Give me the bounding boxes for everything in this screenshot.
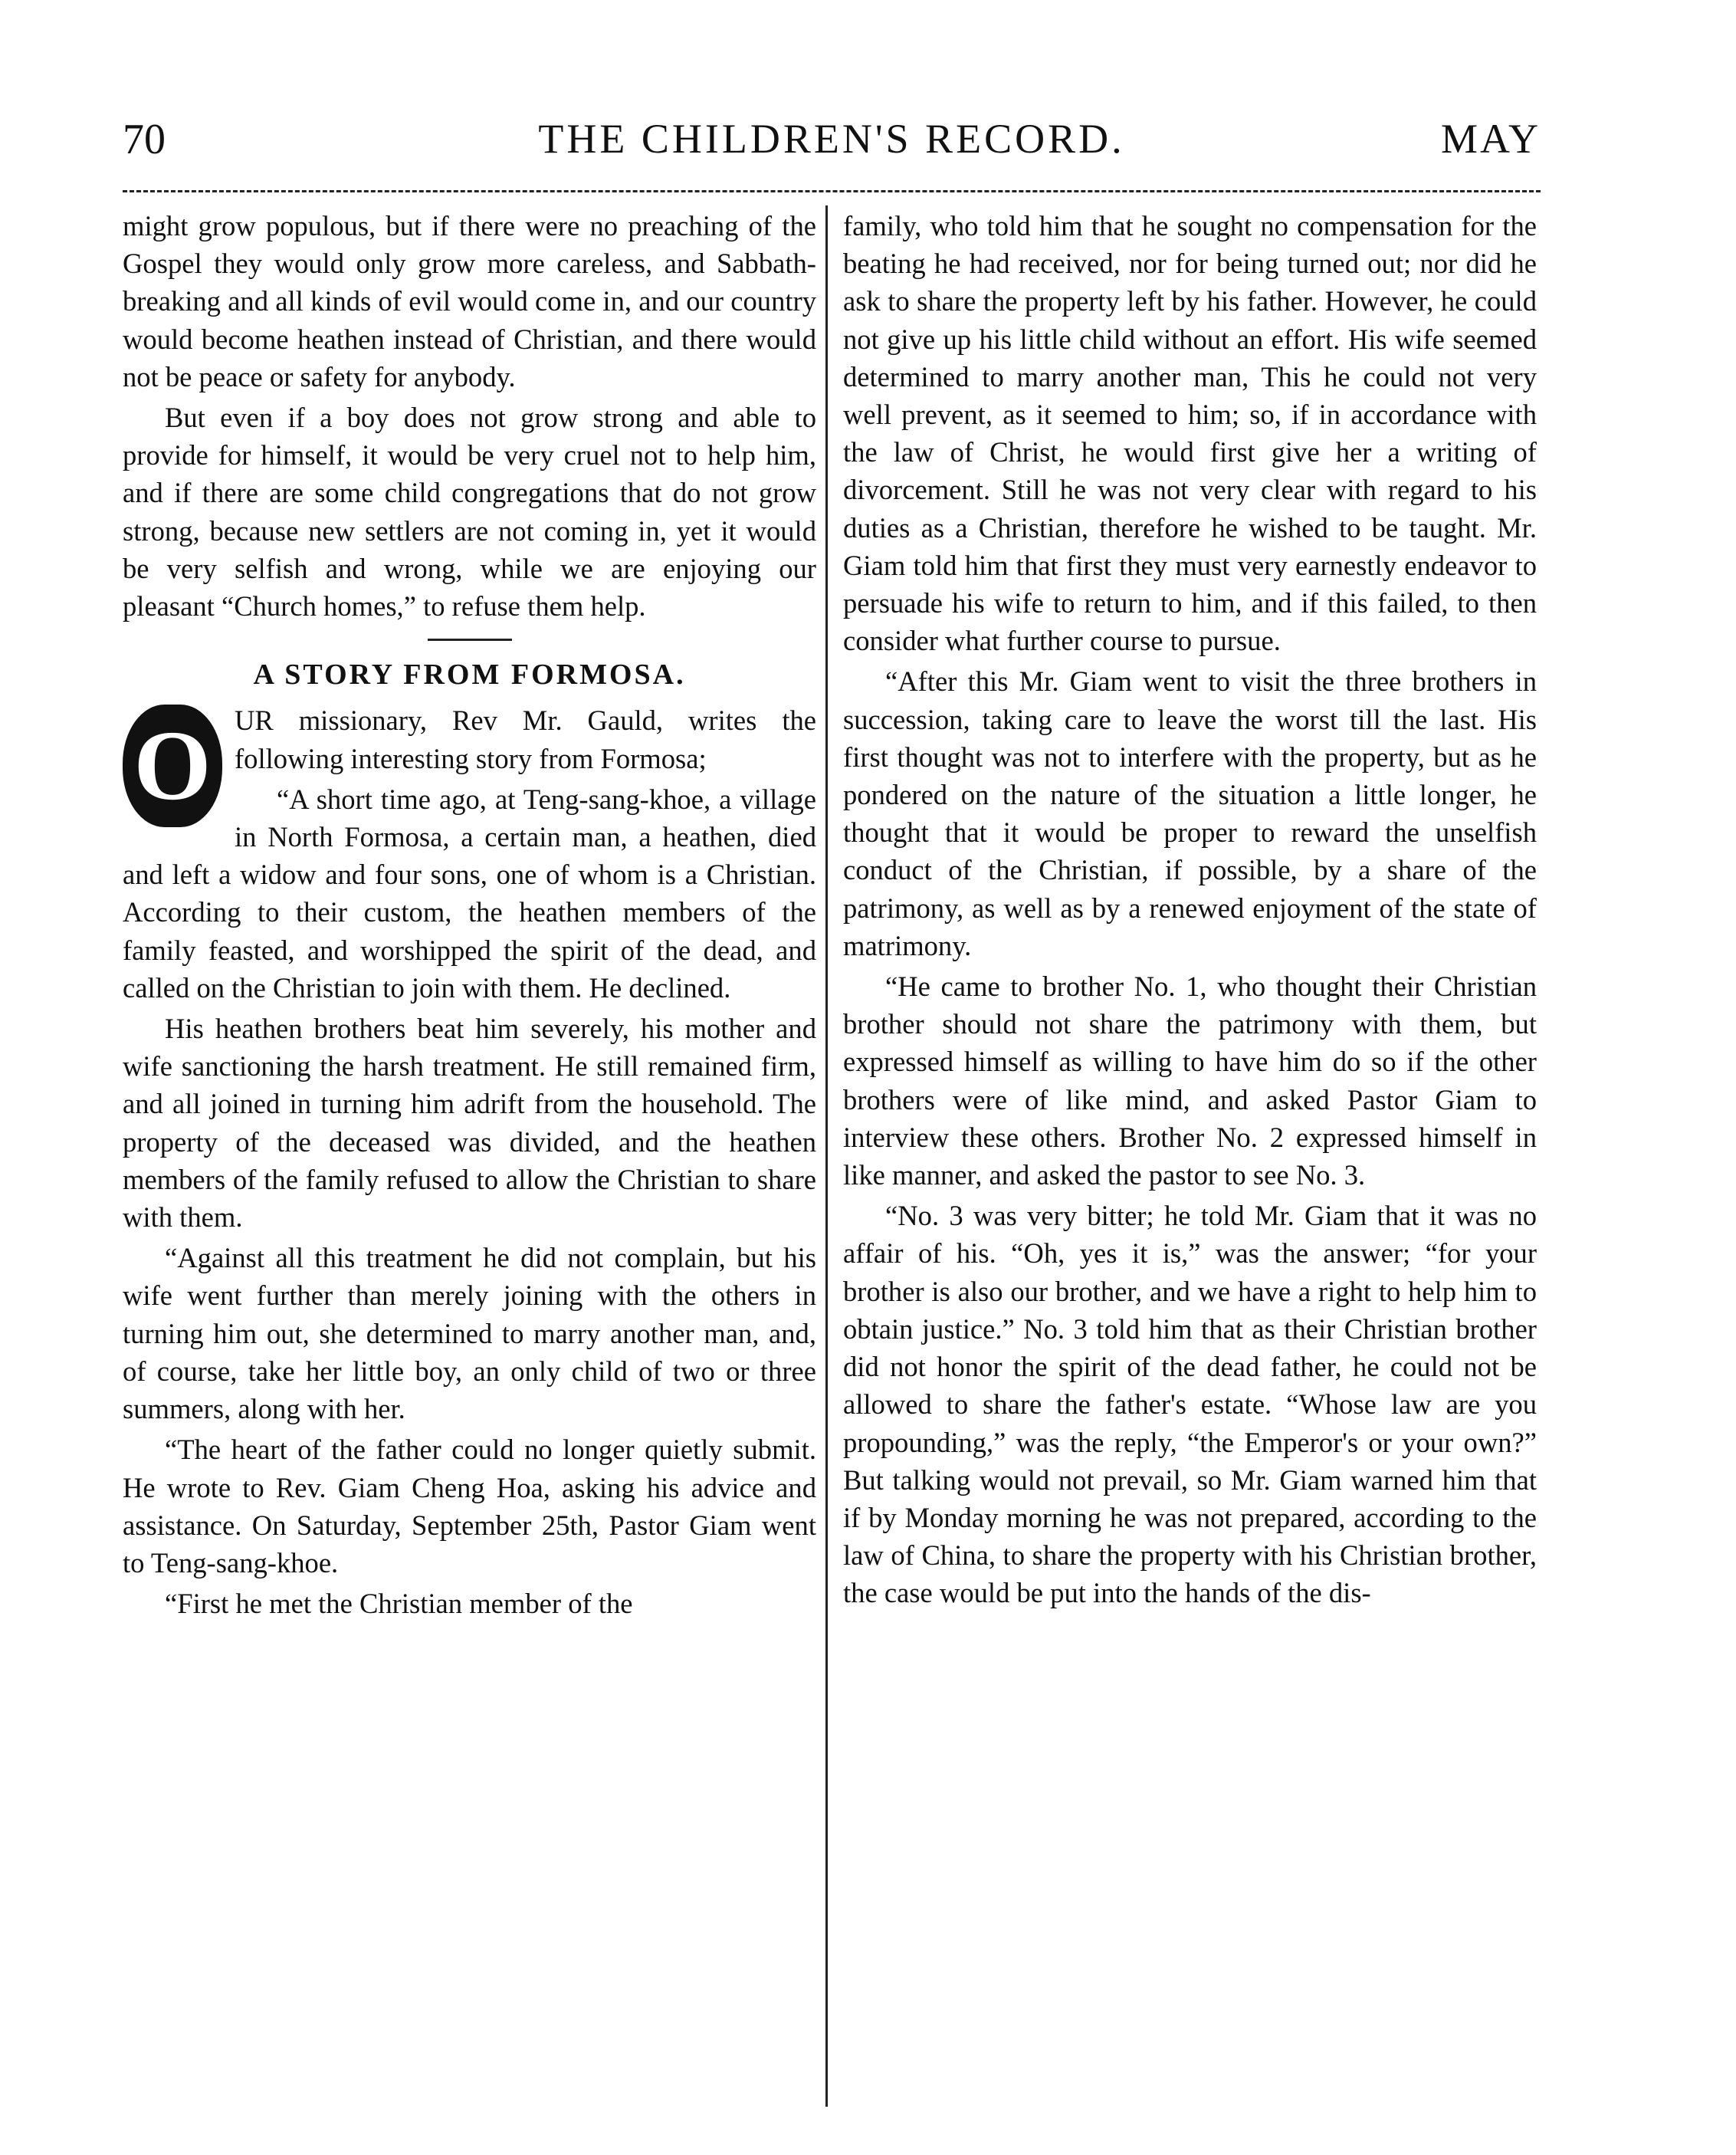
left-paragraph-3: UR missionary, Rev Mr. Gauld, writes the following interesting story from Formosa; [235, 705, 816, 774]
left-paragraph-8: “First he met the Christian member of the [165, 1588, 633, 1620]
running-title: THE CHILDREN'S RECORD. [538, 116, 1125, 162]
left-paragraph-5: His heathen brothers beat him severely, his mother and wife sanctioning the harsh treatment. He still remained firm, and all joined in turning him adrift from the household. The property of the deceased was divided, and the heathen members of the family refused to allow the Christian to share with them. [123, 1013, 816, 1234]
left-paragraph-2: But even if a boy does not grow strong and able to provide for himself, it would be very cruel not to help him, and if there are some child congregations that do not grow strong, because new settlers are not coming in, yet it would be very selfish and wrong, while we are enjoying our pleasant “Church homes,” to refuse them help. [123, 402, 816, 623]
right-paragraph-4: “No. 3 was very bitter; he told Mr. Giam that it was no affair of his. “Oh, yes it is,” was the answer; “for your brother is also our brother, and we have a right to help him to obtain justice.” No. 3 told him that as their Christian brother did not honor the spirit of the dead father, he could not be allowed to share the father's estate. “Whose law are you propounding,” was the reply, “the Emperor's or your own?” But talking would not prevail, so Mr. Giam warned him that if by Monday morning he was not prepared, according to the law of China, to share the property with his Christian brother, the case would be put into the hands of the dis- [843, 1200, 1537, 1609]
article-opening [123, 701, 816, 822]
left-paragraph-6: “Against all this treatment he did not complain, but his wife went further than merely joining with the others in turning him out, she determined to marry another man, and, of course, take her little boy, an only child of two or three summers, along with her. [123, 1242, 816, 1425]
section-divider [428, 639, 512, 641]
header-rule [123, 190, 1541, 192]
column-divider [825, 205, 828, 2107]
right-paragraph-2: “After this Mr. Giam went to visit the three brothers in succession, taking care to leave the worst till the last. His first thought was not to interfere with the property, but as he pondered on the nature of the situation a little longer, he thought that it would be proper to reward the unselfish conduct of the Christian, if possible, by a share of the patrimony, as well as by a renewed enjoyment of the state of matrimony. [843, 665, 1537, 961]
right-paragraph-1: family, who told him that he sought no compensation for the beating he had received, nor for being turned out; nor did he ask to share the property left by his father. However, he could not give up his little child without an effort. His wife seemed determined to marry another man, This he could not very well prevent, as it seemed to him; so, if in accordance with the law of Christ, he would first give her a writing of divorcement. Still he was not very clear with regard to his duties as a Christian, therefore he wished to be taught. Mr. Giam told him that first they must very earnestly endeavor to persuade his wife to return to him, and if this failed, to then consider what further course to pursue. [843, 210, 1537, 657]
article-heading: A STORY FROM FORMOSA. [253, 659, 686, 692]
issue-month: MAY [1440, 116, 1541, 162]
page-number: 70 [123, 116, 166, 163]
left-column [123, 207, 816, 1625]
right-paragraph-3: “He came to brother No. 1, who thought their Christian brother should not share the patrimony with them, but expressed himself as willing to have him do so if the other brothers were of like mind, and asked Pastor Giam to interview these others. Brother No. 2 expressed himself in like manner, and asked the pastor to see No. 3. [843, 971, 1537, 1191]
dropcap-letter: O [123, 705, 222, 827]
left-paragraph-1: might grow populous, but if there were no preaching of the Gospel they would only grow more careless, and Sabbath-breaking and all kinds of evil would come in, and our country would become heathen instead of Christian, and there would not be peace or safety for anybody. [123, 210, 816, 393]
left-paragraph-4: “A short time ago, at Teng-sang-khoe, a village in North Formosa, a certain man, a heathen, died and left a widow and four sons, one of whom is a Christian. According to their custom, the heathen members of the family feasted, and worshipped the spirit of the dead, and called on the Christian to join with them. He declined. [123, 783, 816, 1004]
right-column [843, 207, 1537, 1615]
page-header [123, 115, 1541, 184]
left-paragraph-7: “The heart of the father could no longer quietly submit. He wrote to Rev. Giam Cheng Hoa, asking his advice and assistance. On Saturday, September 25th, Pastor Giam went to Teng-sang-khoe. [123, 1434, 816, 1578]
